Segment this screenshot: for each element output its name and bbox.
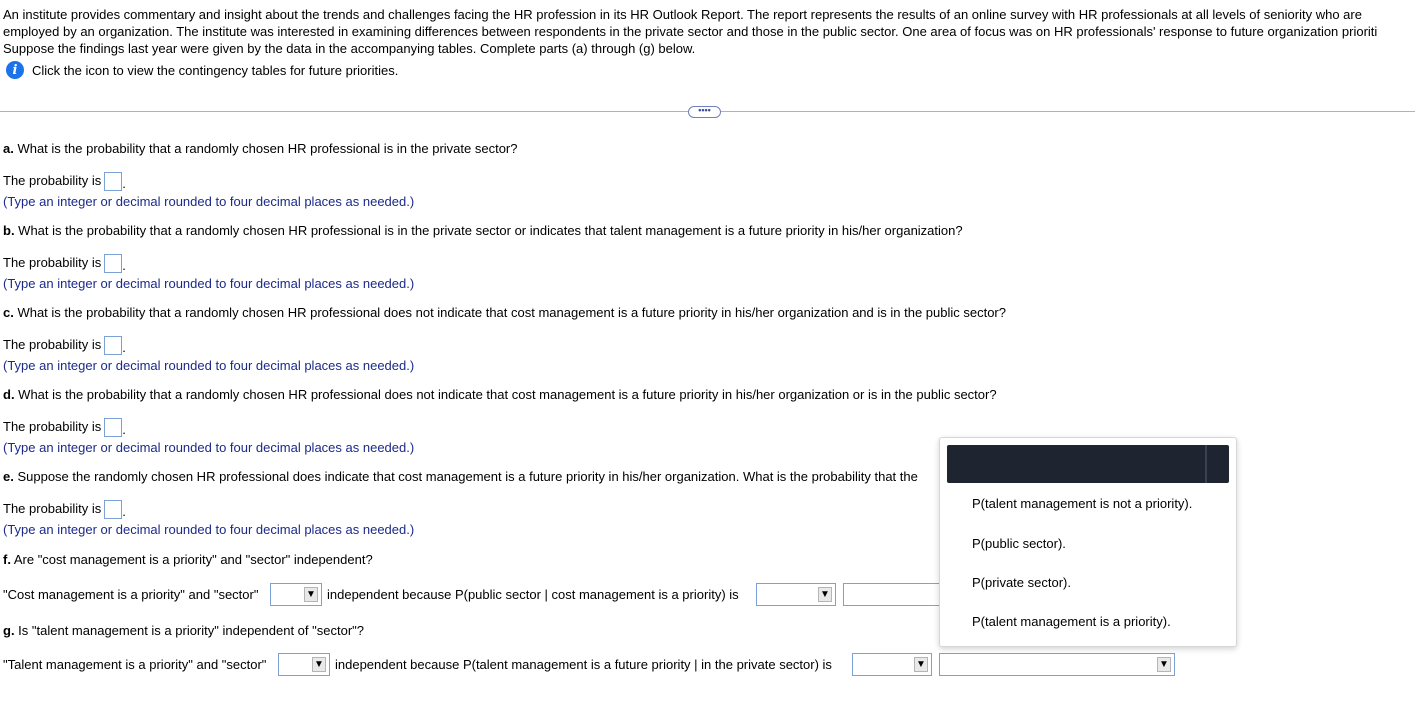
dropdown-popup	[939, 437, 1237, 647]
part-g-are-dropdown[interactable]	[278, 653, 330, 676]
chevron-down-icon: ▼	[914, 657, 928, 672]
info-row	[6, 60, 398, 80]
part-f-middle: independent because P(public sector | cost management is a priority) is	[327, 587, 739, 602]
chevron-down-icon: ▼	[304, 587, 318, 602]
part-g-prefix: "Talent management is a priority" and "sector"	[3, 657, 267, 672]
question-d-letter: d.	[3, 387, 15, 402]
popup-option[interactable]: P(private sector).	[972, 575, 1071, 590]
intro-line-1: An institute provides commentary and insight about the trends and challenges facing the HR profession in its HR Outlook Report. The report represents the results of an online survey with HR professionals at all levels of seniority who are	[3, 7, 1362, 22]
question-f-letter: f.	[3, 552, 11, 567]
question-g-text: Is "talent management is a priority" independent of "sector"?	[14, 623, 364, 638]
hint-a: (Type an integer or decimal rounded to four decimal places as needed.)	[3, 194, 415, 209]
chevron-down-icon: ▼	[312, 657, 326, 672]
answer-e-period: .	[122, 504, 126, 519]
answer-a-input[interactable]	[104, 172, 122, 191]
answer-b-period: .	[122, 258, 126, 273]
answer-b-row	[3, 254, 126, 273]
hint-c: (Type an integer or decimal rounded to four decimal places as needed.)	[3, 358, 415, 373]
question-d-text: What is the probability that a randomly chosen HR professional does not indicate that cost management is a future priority in his/her organization or is in the public sector?	[14, 387, 997, 402]
answer-a-row	[3, 172, 126, 191]
hint-d: (Type an integer or decimal rounded to four decimal places as needed.)	[3, 440, 415, 455]
popup-option[interactable]: P(public sector).	[972, 536, 1066, 551]
part-f-probability-dropdown[interactable]	[843, 583, 943, 606]
intro-paragraph	[3, 6, 1415, 57]
intro-line-2: employed by an organization. The institute was interested in examining differences between respondents in the private sector and those in the public sector. One area of focus was on HR professionals' response to future organization prioriti	[3, 24, 1378, 39]
popup-option[interactable]: P(talent management is not a priority).	[972, 496, 1193, 511]
part-f-prefix: "Cost management is a priority" and "sector"	[3, 587, 259, 602]
answer-d-label: The probability is	[3, 418, 102, 434]
question-f	[3, 552, 373, 567]
answer-d-row	[3, 418, 126, 437]
question-d	[3, 387, 997, 402]
intro-line-3: Suppose the findings last year were given by the data in the accompanying tables. Complete parts (a) through (g) below.	[3, 41, 696, 56]
part-g-compare-dropdown[interactable]	[852, 653, 932, 676]
question-c	[3, 305, 1006, 320]
chevron-down-icon: ▼	[818, 587, 832, 602]
question-b	[3, 223, 963, 238]
question-b-text: What is the probability that a randomly chosen HR professional is in the private sector or indicates that talent management is a future priority in his/her organization?	[14, 223, 963, 238]
answer-d-input[interactable]	[104, 418, 122, 437]
answer-e-row	[3, 500, 126, 519]
answer-a-label: The probability is	[3, 172, 102, 188]
question-e-text: Suppose the randomly chosen HR professional does indicate that cost management is a future priority in his/her organization. What is the probability that the	[13, 469, 918, 484]
part-g-middle: independent because P(talent management is a future priority | in the private sector) is	[335, 657, 832, 672]
question-e-letter: e.	[3, 469, 14, 484]
popup-header-divider	[1205, 445, 1207, 483]
chevron-down-icon: ▼	[1157, 657, 1171, 672]
answer-c-input[interactable]	[104, 336, 122, 355]
answer-c-row	[3, 336, 126, 355]
question-b-letter: b.	[3, 223, 15, 238]
info-text: Click the icon to view the contingency tables for future priorities.	[32, 62, 399, 78]
answer-d-period: .	[122, 422, 126, 437]
answer-a-period: .	[122, 176, 126, 191]
question-e	[3, 469, 918, 484]
part-g-probability-dropdown[interactable]	[939, 653, 1175, 676]
answer-b-label: The probability is	[3, 254, 102, 270]
question-c-letter: c.	[3, 305, 14, 320]
expand-more-button[interactable]: ••••	[688, 106, 721, 118]
question-f-text: Are "cost management is a priority" and "sector" independent?	[10, 552, 373, 567]
question-a	[3, 141, 517, 156]
question-g-letter: g.	[3, 623, 15, 638]
question-a-text: What is the probability that a randomly chosen HR professional is in the private sector?	[13, 141, 518, 156]
popup-option[interactable]: P(talent management is a priority).	[972, 614, 1171, 629]
popup-selected-option[interactable]	[947, 445, 1229, 483]
hint-b: (Type an integer or decimal rounded to four decimal places as needed.)	[3, 276, 415, 291]
hint-e: (Type an integer or decimal rounded to four decimal places as needed.)	[3, 522, 415, 537]
answer-b-input[interactable]	[104, 254, 122, 273]
part-f-compare-dropdown[interactable]	[756, 583, 836, 606]
answer-c-label: The probability is	[3, 336, 102, 352]
question-g	[3, 623, 364, 638]
answer-e-input[interactable]	[104, 500, 122, 519]
info-icon[interactable]: i	[6, 61, 24, 79]
part-f-are-dropdown[interactable]	[270, 583, 322, 606]
answer-e-label: The probability is	[3, 500, 102, 516]
question-c-text: What is the probability that a randomly chosen HR professional does not indicate that cost management is a future priority in his/her organization and is in the public sector?	[13, 305, 1006, 320]
answer-c-period: .	[122, 340, 126, 355]
question-a-letter: a.	[3, 141, 14, 156]
